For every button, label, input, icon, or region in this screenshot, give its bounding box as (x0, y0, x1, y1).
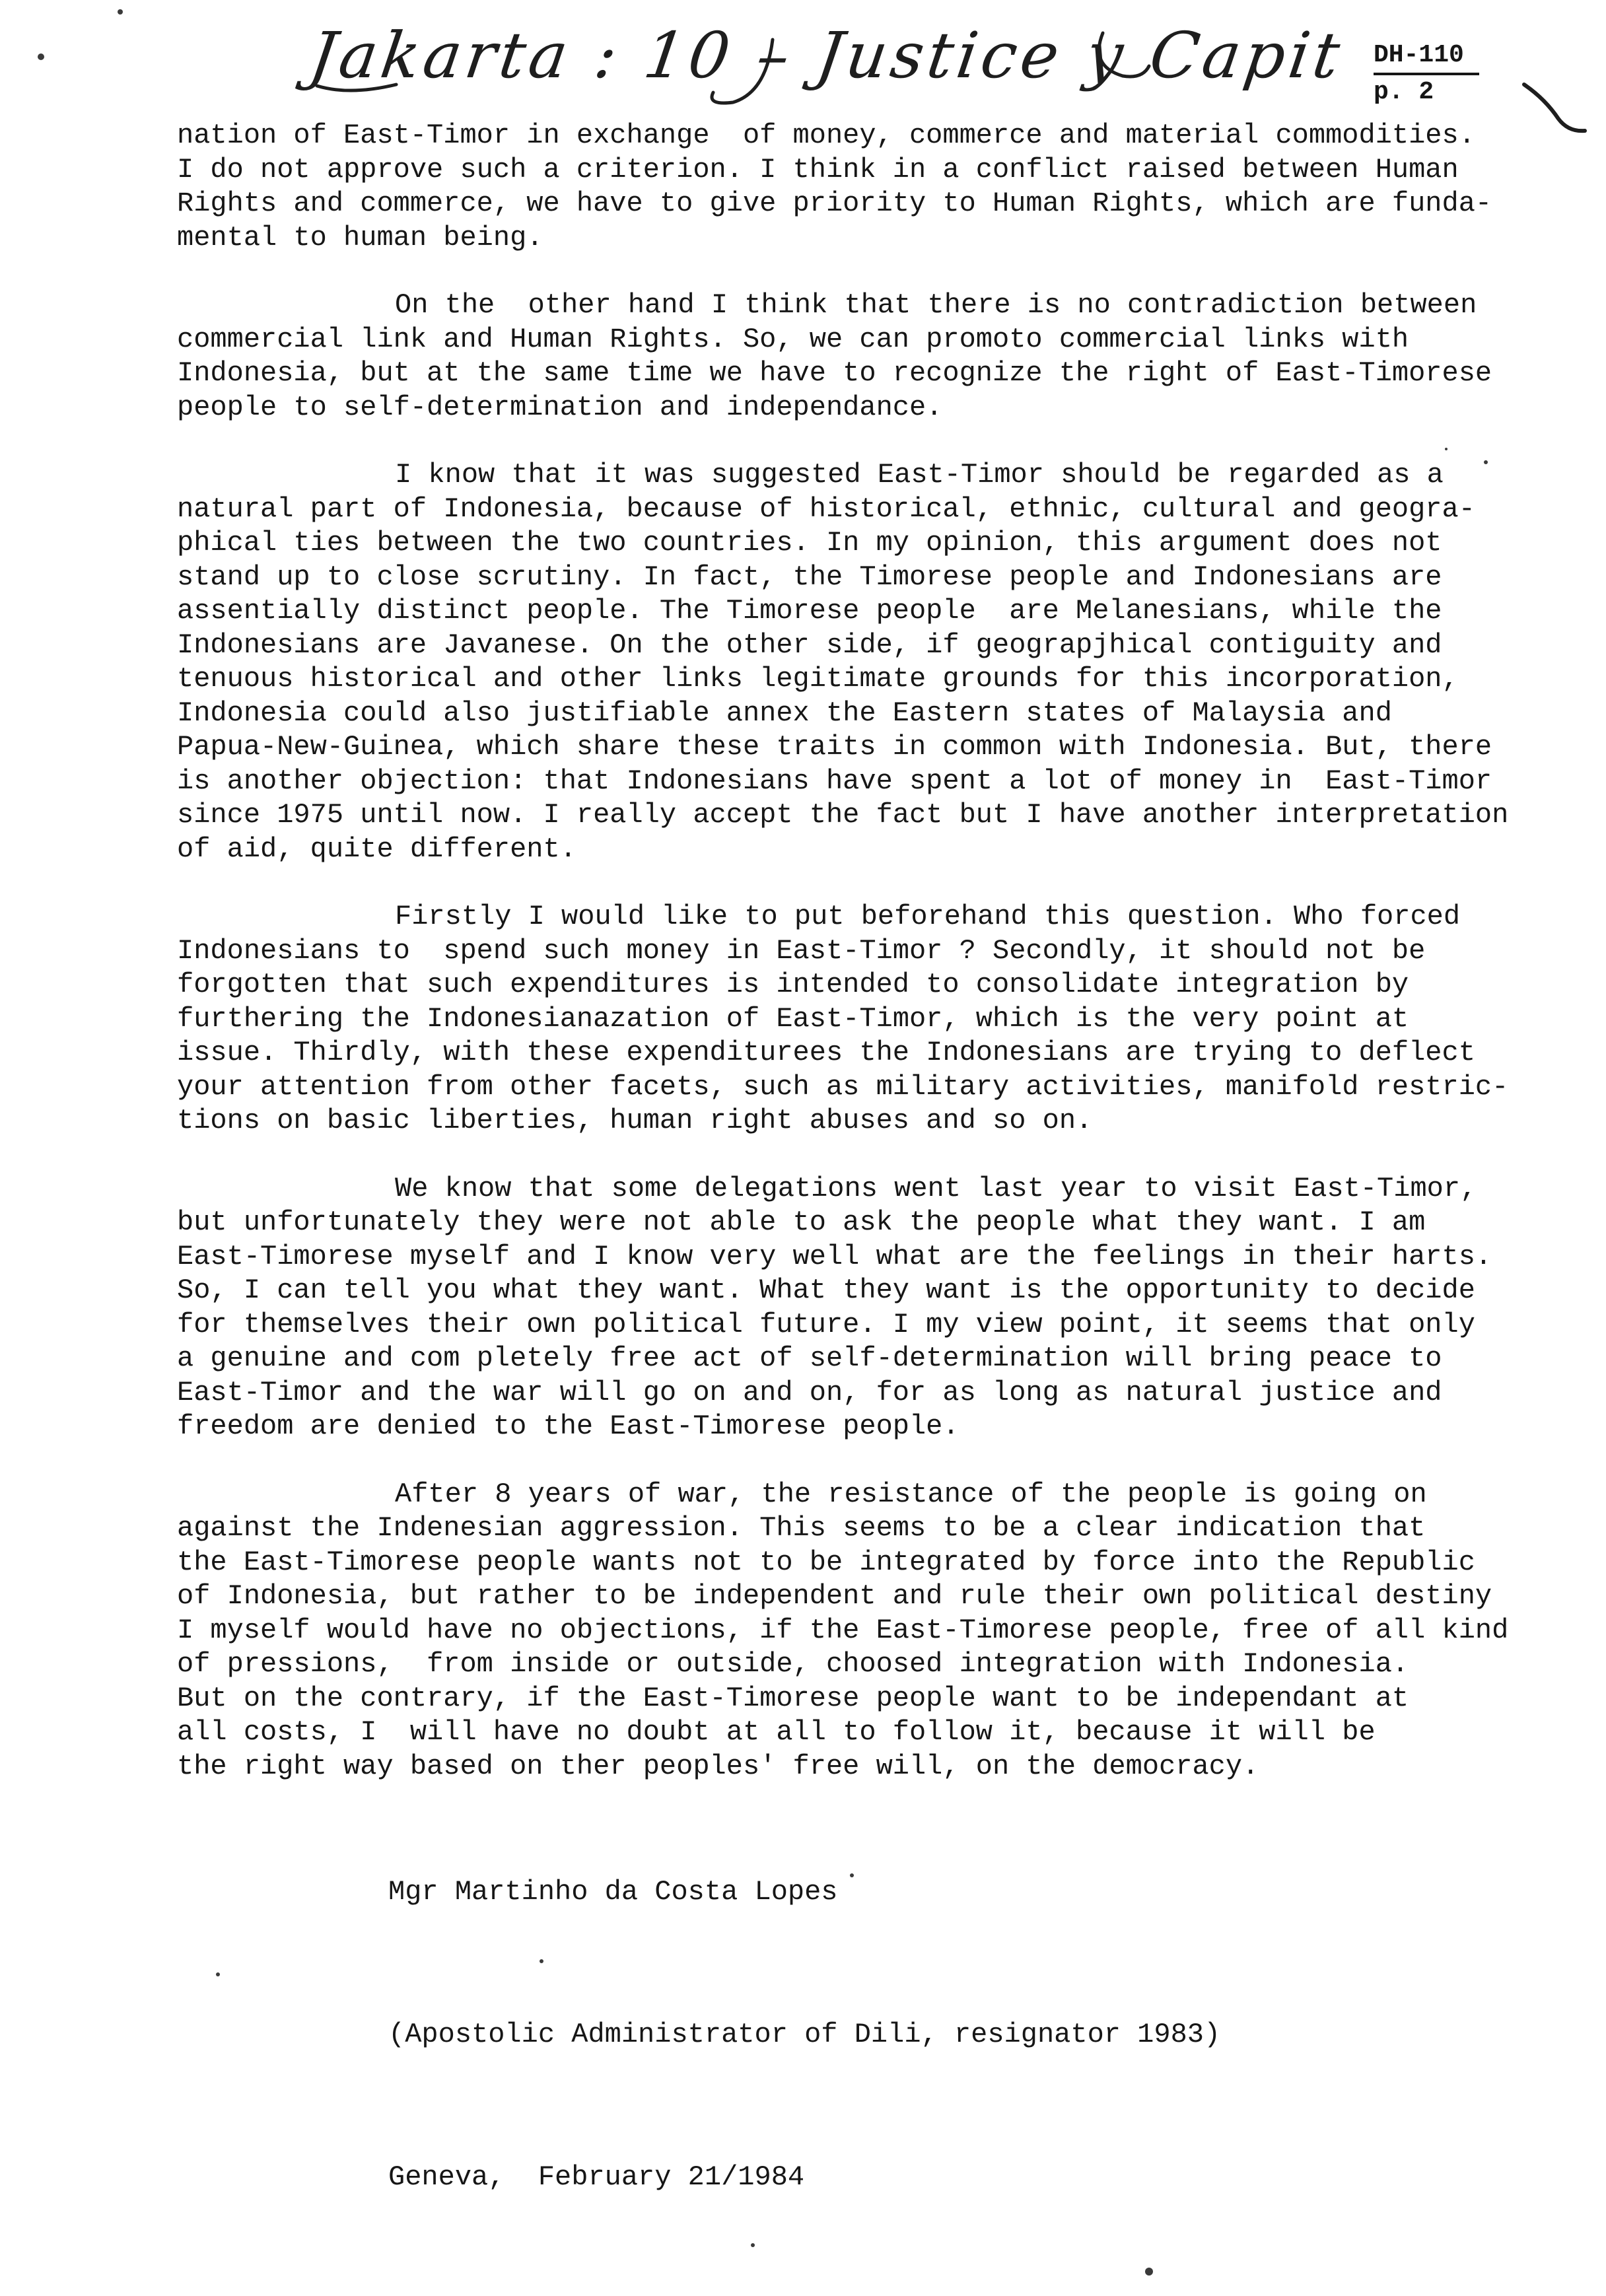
text-line: stand up to close scrutiny. In fact, the Timorese people and Indonesians are (177, 561, 1442, 593)
text-line: Indonesia, but at the same time we have to recognize the right of East-Timorese (177, 357, 1492, 389)
paragraph (177, 1172, 1537, 1444)
text-line: nation of East-Timor in exchange of money, commerce and material commodities. (177, 120, 1475, 151)
text-line: commercial link and Human Rights. So, we can promoto commercial links with (177, 323, 1409, 355)
text-line: the East-Timorese people wants not to be integrated by force into the Republic (177, 1546, 1475, 1578)
text-line: Indonesians to spend such money in East-Timor ? Secondly, it should not be (177, 934, 1426, 967)
text-line: Papua-New-Guinea, which share these traits in common with Indonesia. But, there (177, 731, 1492, 763)
paragraph (177, 1478, 1537, 1784)
text-line: is another objection: that Indonesians have spent a lot of money in East-Timor (177, 765, 1492, 797)
text-line: After 8 years of war, the resistance of the people is going on (395, 1478, 1427, 1510)
text-line: since 1975 until now. I really accept the fact but I have another interpretation (177, 799, 1509, 831)
text-line: people to self-determination and independance. (177, 391, 943, 423)
text-line: tenuous historical and other links legitimate grounds for this incorporation, (177, 663, 1459, 695)
text-line: issue. Thirdly, with these expenditurees the Indonesians are trying to deflect (177, 1037, 1475, 1068)
signatory-name: Mgr Martinho da Costa Lopes (388, 1876, 838, 1908)
text-line: But on the contrary, if the East-Timorese people want to be independant at (177, 1682, 1409, 1714)
text-line: mental to human being. (177, 221, 543, 254)
page-number: p. 2 (1374, 78, 1434, 106)
text-line: natural part of Indonesia, because of historical, ethnic, cultural and geogra- (177, 493, 1475, 525)
text-line: but unfortunately they were not able to ask the people what they want. I am (177, 1206, 1426, 1238)
signature-block (388, 1773, 1220, 2296)
text-line: So, I can tell you what they want. What they want is the opportunity to decide (177, 1274, 1475, 1306)
text-line: East-Timor and the war will go on and on, for as long as natural justice and (177, 1376, 1442, 1409)
handwritten-note: Jakarta : 10 – Justice y Capit (305, 18, 1348, 92)
text-line: Indonesians are Javanese. On the other side, if geograpjhical contiguity and (177, 629, 1442, 661)
text-line: East-Timorese myself and I know very well what are the feelings in their harts. (177, 1240, 1492, 1272)
paragraph (177, 458, 1537, 866)
text-line: against the Indenesian aggression. This seems to be a clear indication that (177, 1512, 1426, 1544)
place-date: Geneva, February 21/1984 (388, 2161, 805, 2193)
paragraph (177, 289, 1537, 425)
text-line: I do not approve such a criterion. I think in a conflict raised between Human (177, 153, 1459, 186)
text-line: furthering the Indonesianazation of East-Timor, which is the very point at (177, 1002, 1409, 1035)
text-line: I know that it was suggested East-Timor should be regarded as a (395, 459, 1444, 491)
text-line: a genuine and com pletely free act of self-determination will bring peace to (177, 1342, 1442, 1374)
text-line: We know that some delegations went last year to visit East-Timor, (395, 1172, 1477, 1204)
text-line: the right way based on ther peoples' free will, on the democracy. (177, 1750, 1259, 1782)
text-line: assentially distinct people. The Timorese people are Melanesians, while the (177, 595, 1442, 627)
text-line: forgotten that such expenditures is intended to consolidate integration by (177, 969, 1409, 1000)
text-line: your attention from other facets, such as military activities, manifold restric- (177, 1070, 1509, 1103)
text-line: Firstly I would like to put beforehand this question. Who forced (395, 901, 1461, 932)
text-line: for themselves their own political future. I my view point, it seems that only (177, 1308, 1475, 1340)
text-line: all costs, I will have no doubt at all to follow it, because it will be (177, 1716, 1376, 1748)
paragraph (177, 900, 1537, 1138)
text-line: of pressions, from inside or outside, choosed integration with Indonesia. (177, 1648, 1409, 1680)
text-line: I myself would have no objections, if the East-Timorese people, free of all kind (177, 1614, 1509, 1646)
text-line: Rights and commerce, we have to give priority to Human Rights, which are funda- (177, 188, 1492, 219)
text-line: Indonesia could also justifiable annex the Eastern states of Malaysia and (177, 697, 1392, 729)
signatory-title: (Apostolic Administrator of Dili, resignator 1983) (388, 2019, 1221, 2050)
document-ref-code: DH-110 (1374, 38, 1479, 75)
text-line: of Indonesia, but rather to be independent and rule their own political destiny (177, 1580, 1492, 1612)
text-line: freedom are denied to the East-Timorese people. (177, 1410, 960, 1442)
paragraph (177, 119, 1537, 255)
text-line: On the other hand I think that there is no contradiction between (395, 289, 1477, 321)
text-line: tions on basic liberties, human right abuses and so on. (177, 1105, 1093, 1136)
text-line: phical ties between the two countries. In my opinion, this argument does not (177, 527, 1442, 559)
document-reference (1374, 38, 1479, 110)
text-line: of aid, quite different. (177, 833, 576, 865)
letter-body (177, 119, 1537, 1784)
